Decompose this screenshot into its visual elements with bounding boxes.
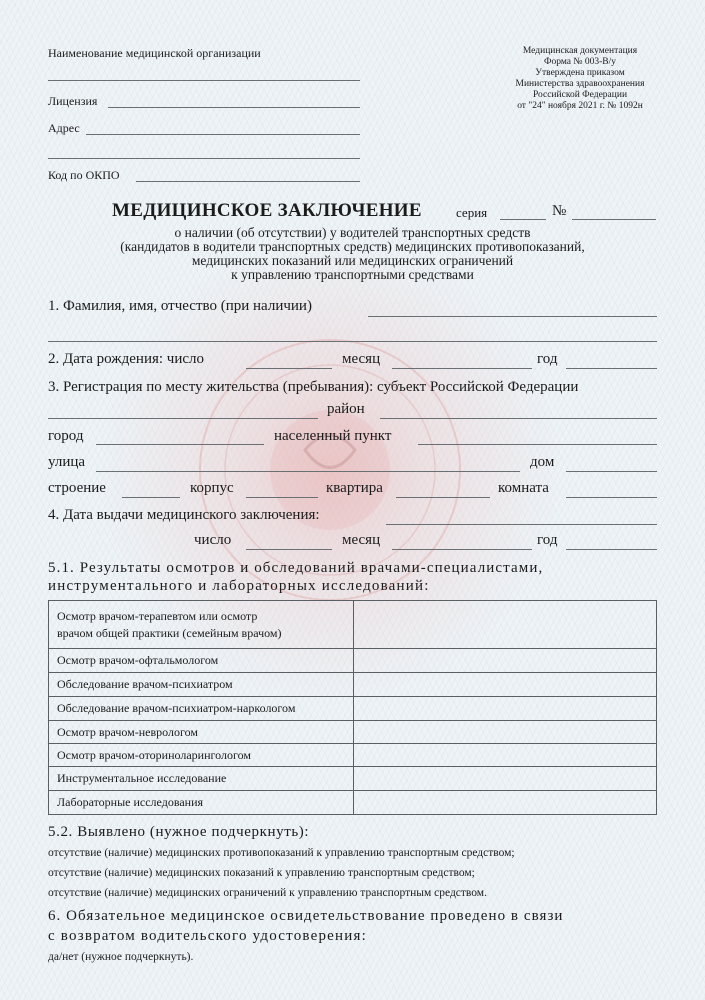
table-row: [49, 791, 657, 815]
subtitle-line: о наличии (об отсутствии) у водителей транспортных средств: [174, 225, 531, 240]
exam-result-cell[interactable]: [354, 673, 657, 697]
issue-day-line[interactable]: [246, 549, 332, 550]
fullname-line-2[interactable]: [48, 341, 657, 342]
finding-item[interactable]: отсутствие (наличие) медицинских показаний к управлению транспортным средством;: [48, 867, 475, 879]
fullname-line[interactable]: [368, 316, 657, 317]
issue-year-line[interactable]: [566, 549, 657, 550]
exam-result-cell[interactable]: [354, 721, 657, 744]
form-header-line: Форма № 003-В/у: [544, 57, 616, 67]
license-label: Лицензия: [48, 94, 98, 108]
series-label: серия: [456, 205, 488, 220]
section6-line1: 6. Обязательное медицинское освидетельствование проведено в связи: [48, 908, 564, 924]
form-header-line: Медицинская документация: [522, 46, 638, 56]
block-label: корпус: [190, 480, 234, 496]
finding-item[interactable]: отсутствие (наличие) медицинских противопоказаний к управлению транспортным средством;: [48, 847, 515, 859]
form-header-line: Утверждена приказом: [535, 68, 625, 78]
birth-year-line[interactable]: [566, 368, 657, 369]
section6-line2: с возвратом водительского удостоверения:: [48, 928, 367, 944]
okpo-label: Код по ОКПО: [48, 168, 120, 182]
series-line[interactable]: [500, 219, 546, 220]
exam-results-table: [48, 600, 657, 815]
street-label: улица: [48, 454, 86, 470]
finding-item[interactable]: отсутствие (наличие) медицинских ограничений к управлению транспортным средством.: [48, 887, 487, 899]
exam-result-cell[interactable]: [354, 767, 657, 791]
issue-month-line[interactable]: [392, 549, 532, 550]
birth-year-label: год: [537, 351, 558, 367]
address-line-2[interactable]: [48, 158, 360, 159]
number-line[interactable]: [572, 219, 656, 220]
house-label: дом: [530, 454, 555, 470]
exam-result-cell[interactable]: [354, 601, 657, 649]
exam-name-cell: Инструментальное исследование: [49, 767, 354, 791]
subtitle-line: медицинских показаний или медицинских ограничений: [191, 253, 514, 268]
org-name-line[interactable]: [48, 80, 360, 81]
section51-title-line2: инструментального и лабораторных исследований:: [48, 578, 430, 594]
table-row: [49, 673, 657, 697]
okpo-line[interactable]: [136, 181, 360, 182]
section51-title-line1: 5.1. Результаты осмотров и обследований врачами-специалистами,: [48, 560, 544, 576]
settlement-label: населенный пункт: [274, 428, 392, 444]
table-row: [49, 649, 657, 673]
block-line[interactable]: [246, 497, 318, 498]
exam-name-cell: Обследование врачом-психиатром-наркологом: [49, 697, 354, 721]
exam-name-cell: Осмотр врачом-оториноларингологом: [49, 744, 354, 767]
issue-year-label: год: [537, 532, 558, 548]
apartment-line[interactable]: [396, 497, 490, 498]
exam-name-cell: Обследование врачом-психиатром: [49, 673, 354, 697]
exam-name-cell: Осмотр врачом-неврологом: [49, 721, 354, 744]
issue-date-line-top[interactable]: [386, 524, 657, 525]
room-label: комната: [498, 480, 549, 496]
subtitle-line: (кандидатов в водители транспортных средств) медицинских противопоказаний,: [120, 239, 585, 254]
form-header-line: от "24" ноября 2021 г. № 1092н: [517, 101, 643, 111]
table-row: [49, 721, 657, 744]
building-label: строение: [48, 480, 106, 496]
exam-name-cell: Осмотр врачом-офтальмологом: [49, 649, 354, 673]
exam-name-cell: [49, 601, 354, 649]
form-header-line: Российской Федерации: [532, 90, 628, 100]
street-line[interactable]: [96, 471, 520, 472]
exam-result-cell[interactable]: [354, 744, 657, 767]
section4-label: 4. Дата выдачи медицинского заключения:: [48, 507, 320, 523]
title-subtitle: [48, 226, 657, 282]
section3-label: 3. Регистрация по месту жительства (пребывания): субъект Российской Федерации: [48, 379, 579, 395]
apartment-label: квартира: [326, 480, 383, 496]
exam-name-cell: Лабораторные исследования: [49, 791, 354, 815]
license-return-answer[interactable]: да/нет (нужное подчеркнуть).: [48, 951, 194, 963]
address-line[interactable]: [86, 134, 360, 135]
exam-result-cell[interactable]: [354, 791, 657, 815]
form-header: [505, 46, 655, 112]
district-label: район: [327, 401, 365, 417]
house-line[interactable]: [566, 471, 657, 472]
exam-result-cell[interactable]: [354, 649, 657, 673]
license-line[interactable]: [108, 107, 360, 108]
subtitle-line: к управлению транспортными средствами: [231, 267, 474, 282]
issue-day-label: число: [194, 532, 232, 548]
section1-label: 1. Фамилия, имя, отчество (при наличии): [48, 298, 312, 314]
district-line[interactable]: [380, 418, 657, 419]
birth-day-line[interactable]: [246, 368, 332, 369]
building-line[interactable]: [122, 497, 180, 498]
birth-month-label: месяц: [342, 351, 381, 367]
number-label: №: [552, 203, 567, 219]
issue-month-label: месяц: [342, 532, 381, 548]
city-label: город: [48, 428, 84, 444]
exam-name-text: врачом общей практики (семейным врачом): [57, 625, 282, 640]
exam-name-text: Осмотр врачом-терапевтом или осмотр: [57, 608, 258, 623]
room-line[interactable]: [566, 497, 657, 498]
section52-label: 5.2. Выявлено (нужное подчеркнуть):: [48, 824, 310, 840]
table-row: [49, 601, 657, 649]
table-row: [49, 767, 657, 791]
table-row: [49, 697, 657, 721]
document-title: МЕДИЦИНСКОЕ ЗАКЛЮЧЕНИЕ: [112, 200, 422, 221]
settlement-line[interactable]: [418, 444, 657, 445]
address-label: Адрес: [48, 121, 80, 135]
city-line[interactable]: [96, 444, 264, 445]
exam-result-cell[interactable]: [354, 697, 657, 721]
table-row: [49, 744, 657, 767]
birth-month-line[interactable]: [392, 368, 532, 369]
org-name-label: Наименование медицинской организации: [48, 46, 261, 60]
section2-label: 2. Дата рождения: число: [48, 351, 205, 367]
region-line[interactable]: [48, 418, 318, 419]
form-header-line: Министерства здравоохранения: [515, 79, 645, 89]
